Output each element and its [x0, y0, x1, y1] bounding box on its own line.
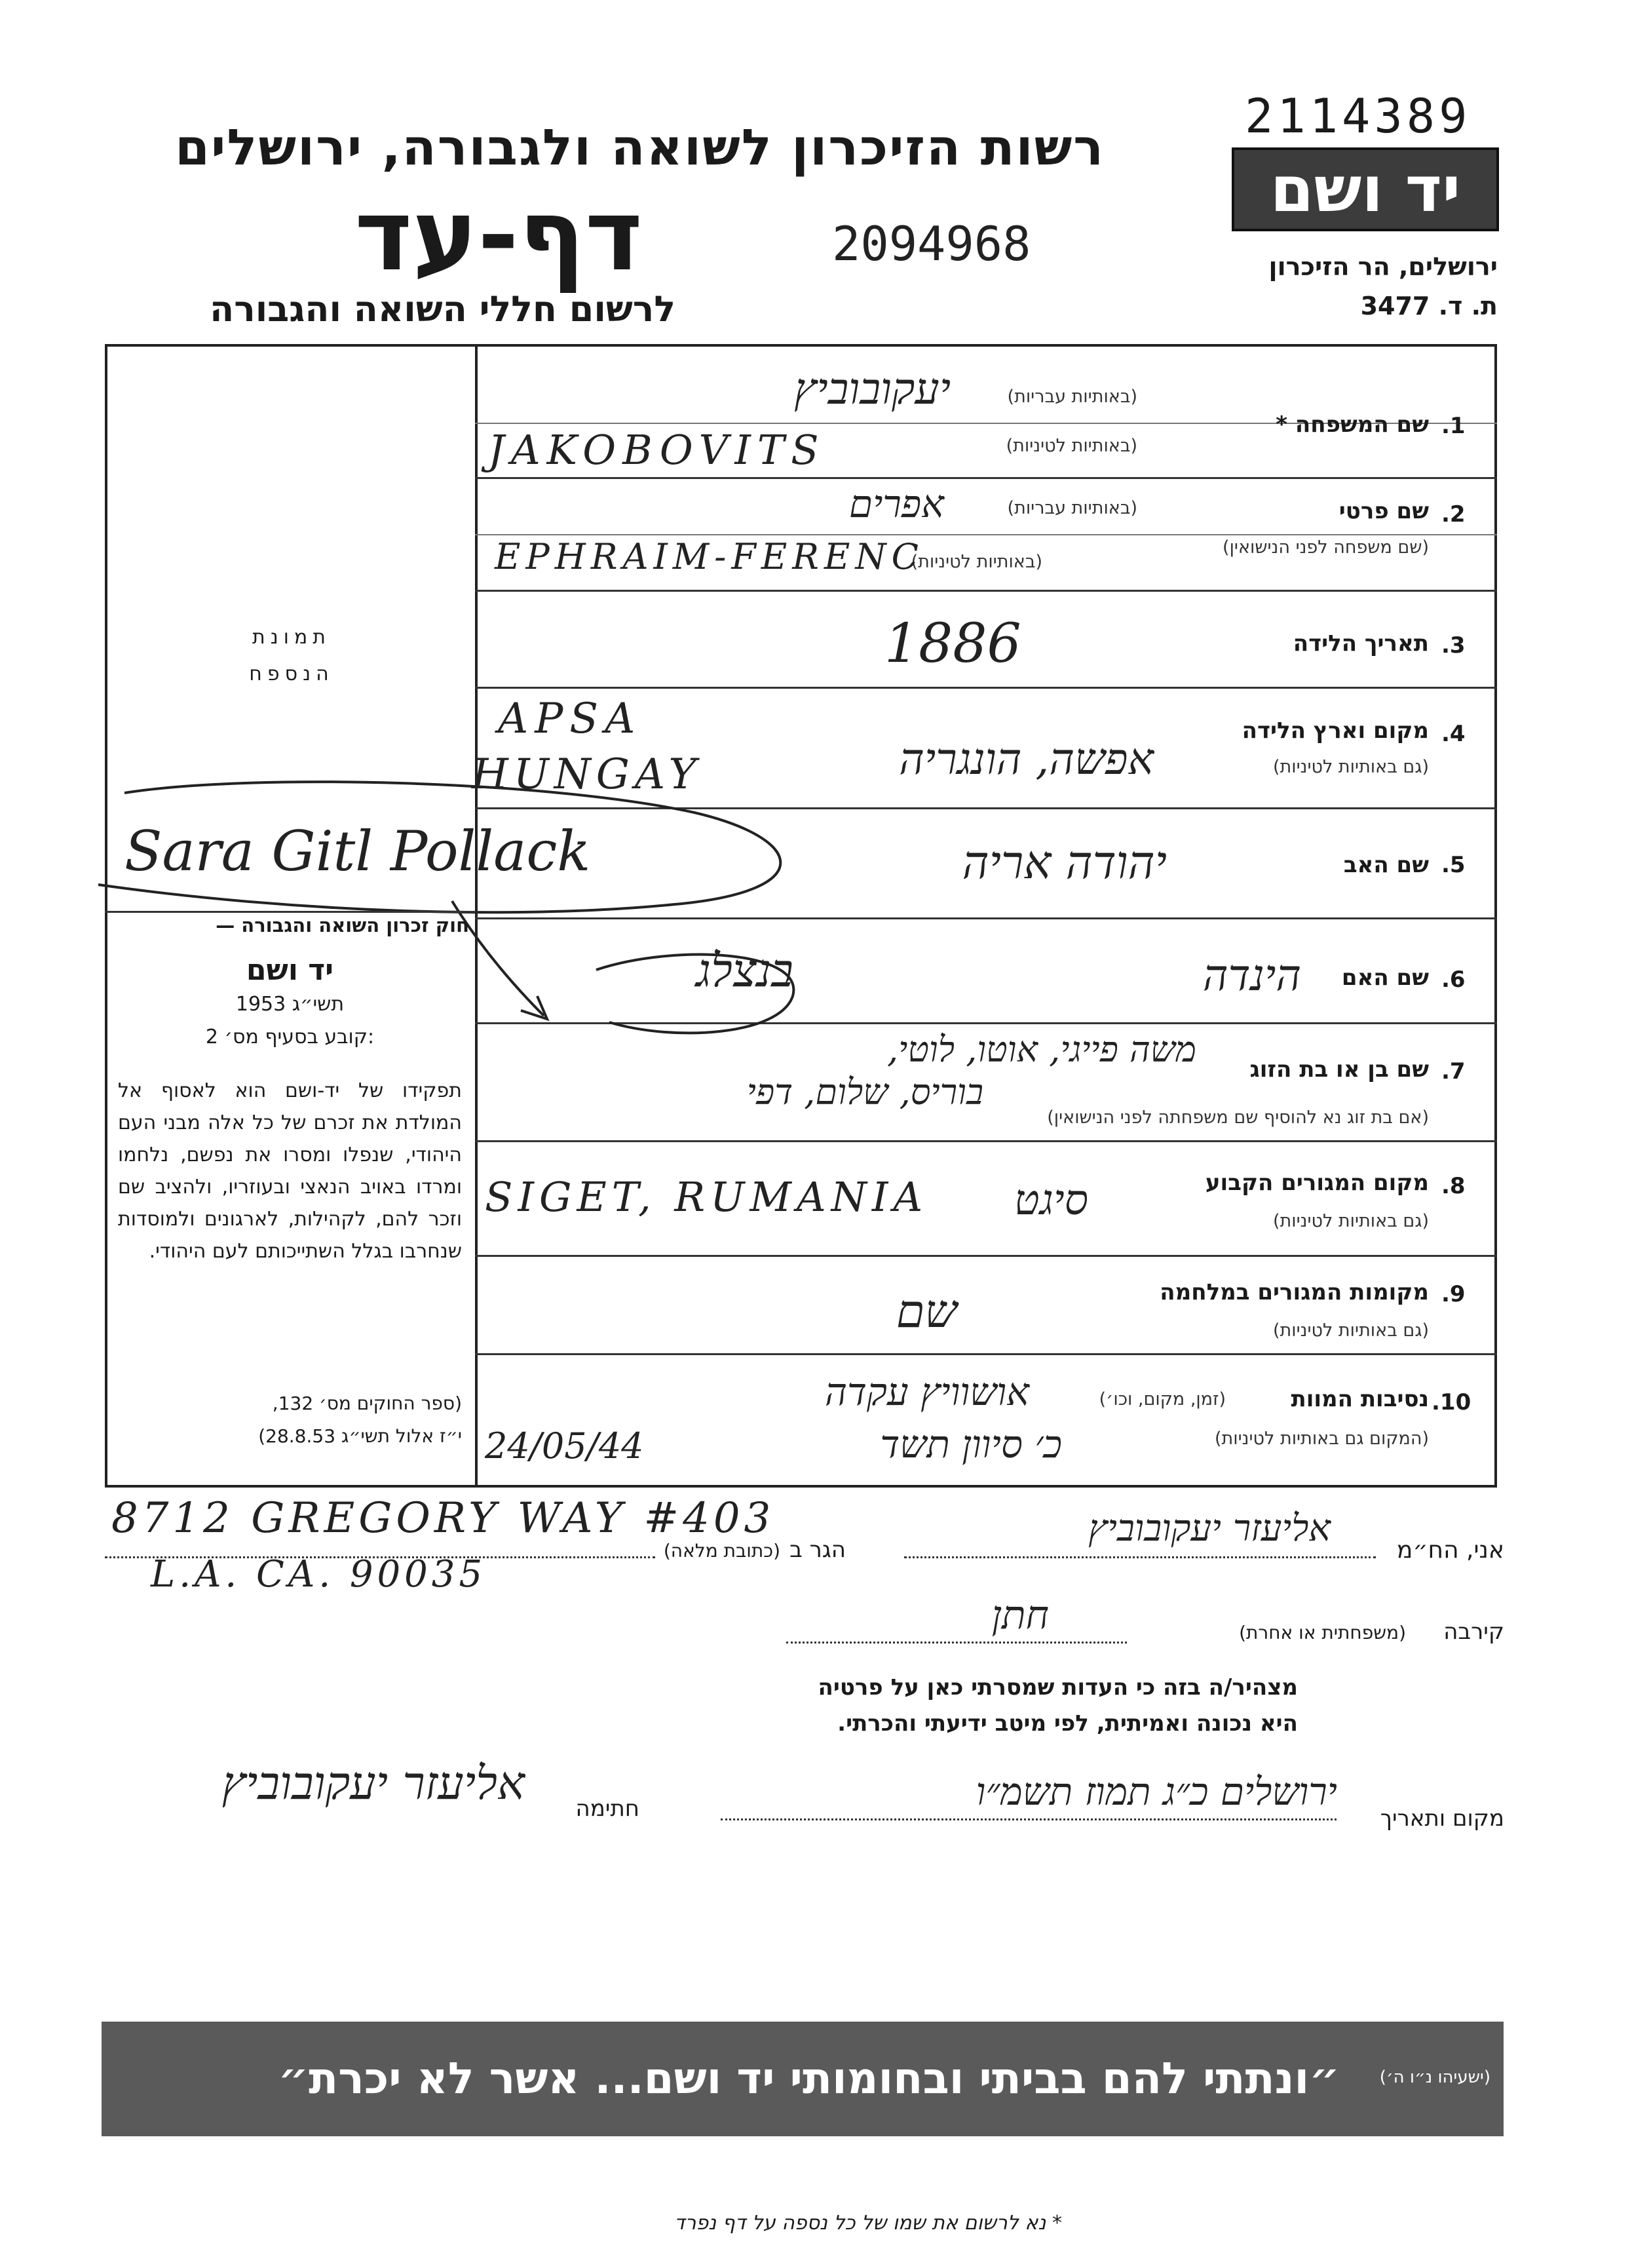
field-4-label: מקום וארץ הלידה [1242, 718, 1429, 744]
field-3-number: .3 [1441, 632, 1466, 659]
field-4-hebrew-value[interactable]: אפשה, הונגריה [899, 734, 1154, 784]
name-dotted-line [904, 1556, 1376, 1558]
row-divider [475, 477, 1497, 479]
field-9-value[interactable]: שם [896, 1284, 957, 1338]
field-5-value[interactable]: יהודה אריה [962, 836, 1167, 889]
field-8-label: מקום המגורים הקבוע [1205, 1170, 1429, 1196]
field-10-value-2[interactable]: כ׳ סיוון תשד [880, 1422, 1062, 1467]
place-date-dotted-line [721, 1818, 1337, 1820]
field-9-label: מקומות המגורים במלחמה [1160, 1279, 1429, 1305]
field-6-value-2[interactable]: בנצלג [695, 944, 793, 997]
side-divider [105, 911, 475, 913]
address-line-2: ת. ד. 3477 [1360, 292, 1498, 320]
banner-source: (ישעיהו נ״ו ה׳) [1379, 2067, 1490, 2087]
row-divider [475, 1140, 1497, 1142]
page-number: 2094968 [832, 216, 1031, 271]
field-8-number: .8 [1441, 1173, 1466, 1199]
field-7-number: .7 [1441, 1058, 1466, 1085]
field-2-number: .2 [1441, 501, 1466, 528]
field-6-value[interactable]: הינדה [1202, 950, 1301, 1001]
field-5-number: .5 [1441, 852, 1466, 878]
field-2-hebrew-label: (באותיות עבריות) [1007, 498, 1137, 518]
field-8-sub: (גם באותיות לטיניות) [1272, 1211, 1429, 1231]
declaration-i-label: אני, הח״מ [1396, 1537, 1504, 1564]
row-divider [475, 1255, 1497, 1257]
statement-line-1: מצהיר/ה בזה כי העדות שמסרתי כאן על פרטיה [818, 1674, 1298, 1701]
field-6-number: .6 [1441, 967, 1466, 993]
field-7-value-2[interactable]: בוריס, שלום, דפי [746, 1071, 983, 1113]
field-1-hebrew-value[interactable]: יעקובוביץ [793, 364, 951, 414]
yad-vashem-logo [1232, 147, 1499, 231]
field-10-value[interactable]: אושוויץ עקדה [824, 1370, 1029, 1414]
circle-stroke [98, 782, 780, 912]
field-5-label: שם האב [1343, 852, 1429, 878]
field-1-number: .1 [1441, 413, 1466, 439]
field-7-label: שם בן או בת הזוג [1249, 1056, 1429, 1083]
form-subtitle: לרשום חללי השואה והגבורה [210, 288, 675, 330]
field-3-label: תאריך הלידה [1293, 630, 1429, 657]
field-1-hebrew-label: (באותיות עבריות) [1007, 387, 1137, 407]
row-divider [475, 590, 1497, 592]
side-logo: יד ושם [246, 953, 334, 987]
row-divider [475, 687, 1497, 689]
field-9-number: .9 [1441, 1281, 1466, 1307]
field-8-hebrew-value[interactable]: סיגט [1014, 1176, 1088, 1225]
logo-text: יד ושם [1270, 153, 1461, 226]
declaration-living-label: הגר ב [789, 1537, 846, 1563]
top-number: 2114389 [1245, 88, 1471, 144]
form-title: דף-עד [354, 179, 643, 293]
field-6-label: שם האם [1341, 965, 1429, 991]
signature-value[interactable]: אליעזר יעקובוביץ [221, 1756, 525, 1810]
law-heading: חוק זכרון השואה והגבורה — [216, 914, 469, 936]
statement-line-2: היא נכונה ואמיתית, לפי מיטב ידיעתי והכרתי. [837, 1710, 1298, 1737]
field-9-sub: (גם באותיות לטיניות) [1272, 1320, 1429, 1341]
relation-note: (משפחתית או אחרת) [1239, 1622, 1406, 1643]
law-year: תשי״ג 1953 [235, 993, 345, 1016]
field-4-number: .4 [1441, 721, 1466, 747]
relation-value[interactable]: חתן [991, 1592, 1049, 1638]
field-7-sub: (אם בת זוג נא להוסיף שם משפחתה לפני הנישואין) [1047, 1107, 1429, 1128]
field-1-latin-label: (באותיות לטיניות) [1006, 436, 1137, 456]
relation-label: קירבה [1443, 1619, 1504, 1645]
field-7-value[interactable]: משה פייגי, אוטו, לוטי, [887, 1029, 1196, 1070]
photo-placeholder: תמונת הנספח [249, 626, 334, 685]
field-2-sub: (שם משפחה לפני הנישואין) [1223, 537, 1429, 558]
law-source: (ספר החוקים מס׳ 132, [272, 1393, 462, 1414]
field-4-sub: (גם באותיות לטיניות) [1272, 757, 1429, 777]
field-4-latin-value-1[interactable]: APSA [498, 695, 642, 743]
signature-label: חתימה [575, 1796, 639, 1822]
footnote: * נא לרשום את שמו של כל נספה על דף נפרד [674, 2212, 1062, 2235]
quote-banner [102, 2022, 1504, 2136]
field-10-date[interactable]: 24/05/44 [485, 1425, 644, 1467]
field-4-latin-value-2[interactable]: HUNGAY [472, 750, 702, 799]
banner-quote: ״ונתתי להם בביתי ובחומותי יד ושם... אשר לא יכרת״ [278, 2053, 1340, 2104]
declaration-address-label: (כתובת מלאה) [663, 1540, 780, 1562]
sub-row-divider [475, 534, 1497, 535]
institution-name: רשות הזיכרון לשואה ולגבורה, ירושלים [175, 118, 1105, 176]
field-3-value[interactable]: 1886 [884, 613, 1021, 675]
declaration-address-2[interactable]: L.A. CA. 90035 [151, 1553, 487, 1596]
field-1-latin-value[interactable]: JAKOBOVITS [488, 426, 825, 474]
field-10-label: נסיבות המוות [1291, 1386, 1429, 1412]
law-body: תפקידו של יד-ושם הוא לאסוף אל המולדת את זכרם של כל אלה מבני העם היהודי, שנפלו ומסרו את נפשם, נלחמו ומרדו באויב הנאצי ובעוזריו, ולהציב שם וזכר להם, לקהילות, לארגונים ולמוסדות שנחרבו בגלל השתייכותם לעם היהודי. [118, 1079, 462, 1263]
declarant-name[interactable]: אליעזר יעקובוביץ [1088, 1507, 1331, 1550]
relation-dotted-line [786, 1642, 1127, 1643]
law-date: י״ז אלול תשי״ג 28.8.53) [258, 1425, 462, 1447]
field-1-label: שם המשפחה * [1276, 412, 1429, 438]
place-date-label: מקום ותאריך [1380, 1805, 1504, 1832]
declaration-address-1[interactable]: 8712 GREGORY WAY #403 [111, 1494, 775, 1543]
mother-circle [596, 955, 793, 1033]
address-line-1: ירושלים, הר הזיכרון [1268, 252, 1498, 281]
field-8-latin-value[interactable]: SIGET, RUMANIA [485, 1173, 928, 1221]
row-divider [475, 1353, 1497, 1355]
address-dotted-line [105, 1556, 655, 1558]
field-10-label-note: (זמן, מקום, וכו׳) [1099, 1389, 1226, 1410]
law-clause: קובע בסעיף מס׳ 2: [205, 1026, 375, 1048]
field-10-sub: (המקום גם באותיות לטיניות) [1214, 1429, 1429, 1449]
place-date-value[interactable]: ירושלים כ״ג תמוז תשמ״ו [976, 1769, 1337, 1814]
handwritten-name: Sara Gitl Pollack [124, 819, 591, 883]
field-2-latin-label: (באותיות לטיניות) [911, 552, 1042, 572]
field-2-label: שם פרטי [1338, 498, 1429, 524]
field-10-number: .10 [1432, 1389, 1471, 1415]
field-2-latin-value[interactable]: EPHRAIM-FERENC [495, 536, 924, 577]
field-2-hebrew-value[interactable]: אפרים [848, 482, 944, 526]
